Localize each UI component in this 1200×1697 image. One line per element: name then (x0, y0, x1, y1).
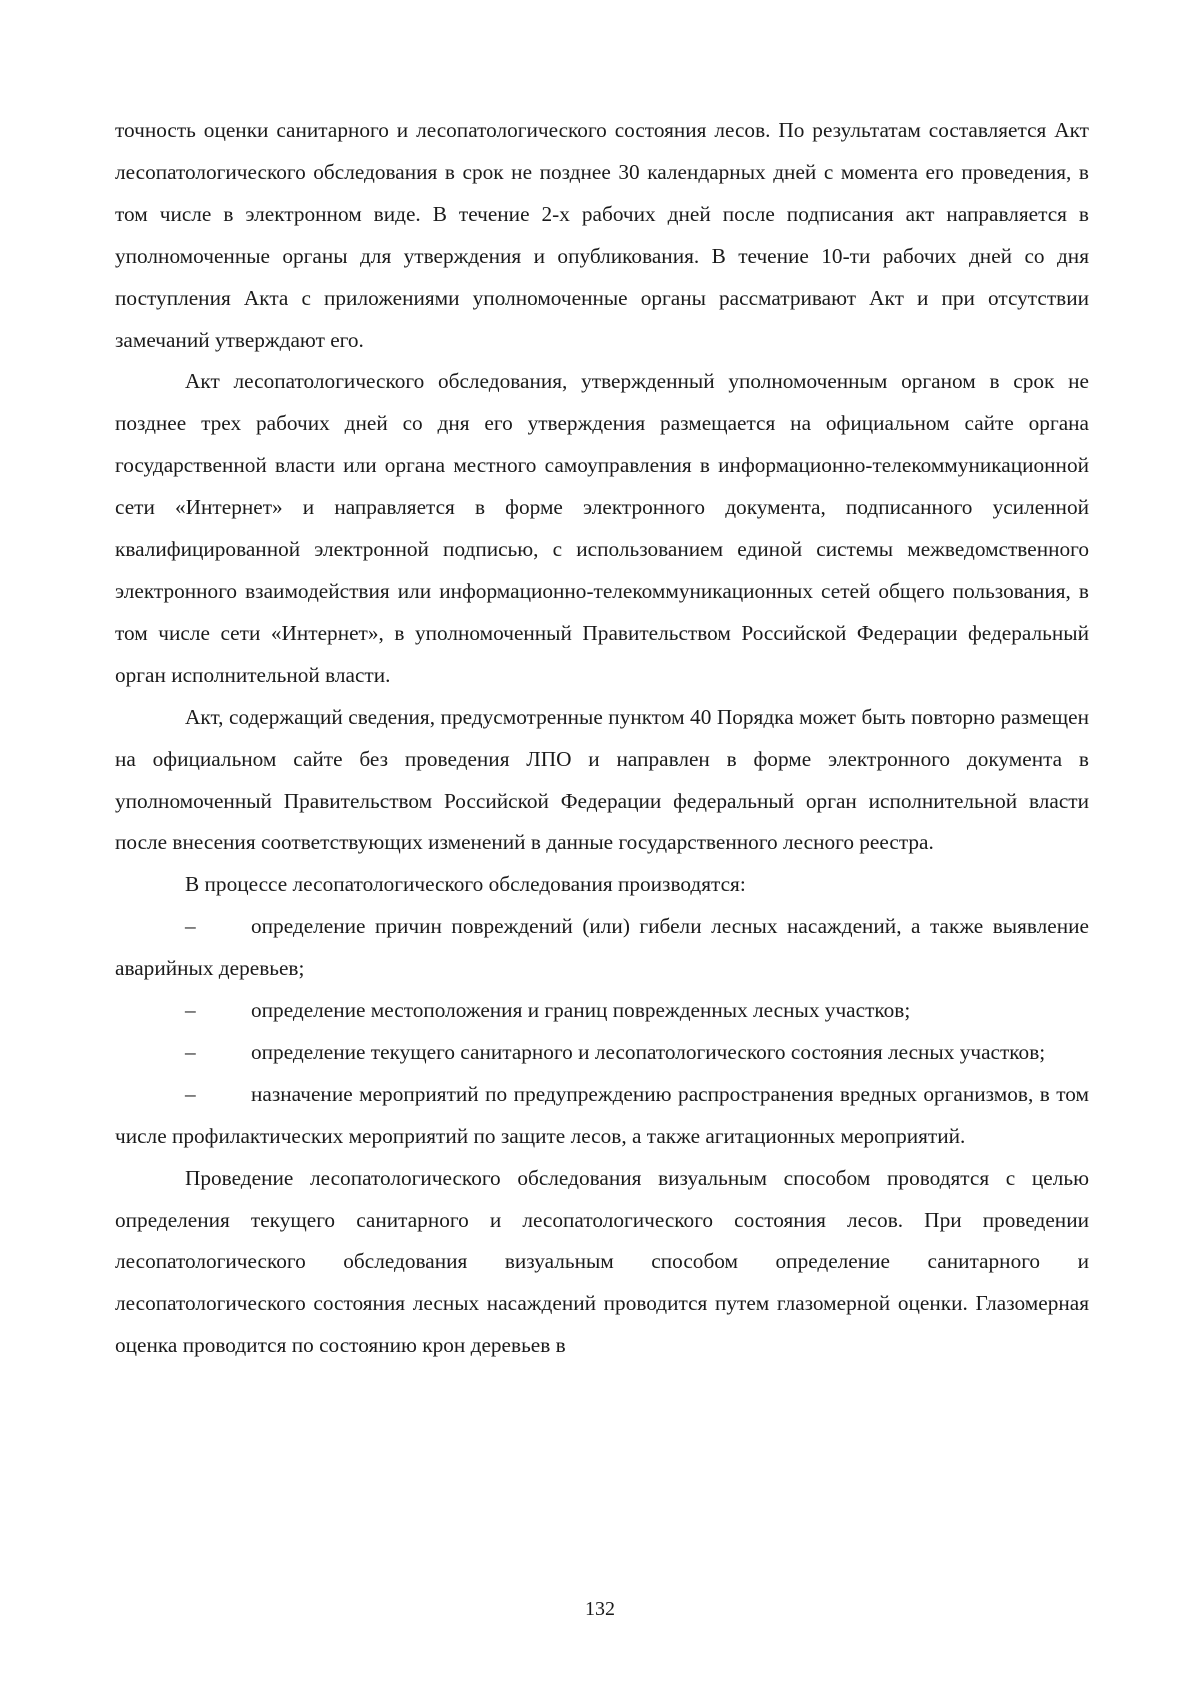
list-item-text: определение причин повреждений (или) гибели лесных насаждений, а также выявление аварийных деревьев; (115, 914, 1089, 981)
dash-bullet: – (185, 1039, 196, 1064)
dash-bullet: – (185, 914, 196, 939)
list-item-text: определение местоположения и границ поврежденных лесных участков; (251, 998, 911, 1023)
list-item (115, 1032, 1089, 1074)
paragraph-list-intro: В процессе лесопатологического обследования производятся: (185, 872, 746, 897)
list-item (115, 990, 1089, 1032)
paragraph-act-repost: Акт, содержащий сведения, предусмотренные пунктом 40 Порядка может быть повторно размещен на официальном сайте без проведения ЛПО и направлен в форме электронного документа в уполномоченный Правительством Российской Федерации федеральный орган исполнительной власти после внесения соответствующих изменений в данные государственного лесного реестра. (115, 704, 1089, 855)
paragraph-continuation: точность оценки санитарного и лесопатологического состояния лесов. По результатам составляется Акт лесопатологического обследования в срок не позднее 30 календарных дней с момента его проведения, в том числе в электронном виде. В течение 2-х рабочих дней после подписания акт направляется в уполномоченные органы для утверждения и опубликования. В течение 10-ти рабочих дней со дня поступления Акта с приложениями уполномоченные органы рассматривают Акт и при отсутствии замечаний утверждают его. (115, 118, 1089, 352)
dash-bullet: – (185, 1081, 196, 1106)
body-text (115, 110, 1089, 1367)
list-item (115, 906, 1089, 990)
list-item-text: определение текущего санитарного и лесопатологического состояния лесных участков; (251, 1039, 1046, 1064)
page-number: 132 (585, 1598, 615, 1620)
paragraph-visual-inspection: Проведение лесопатологического обследования визуальным способом проводятся с целью определения текущего санитарного и лесопатологического состояния лесов. При проведении лесопатологического обследования визуальным способом определение санитарного и лесопатологического состояния лесных насаждений проводится путем глазомерной оценки. Глазомерная оценка проводится по состоянию крон деревьев в (115, 1165, 1089, 1358)
list-item-text: назначение мероприятий по предупреждению распространения вредных организмов, в том числе профилактических мероприятий по защите лесов, а также агитационных мероприятий. (115, 1081, 1089, 1148)
list-item (115, 1074, 1089, 1158)
dash-bullet: – (185, 998, 196, 1023)
paragraph-act-publication: Акт лесопатологического обследования, утвержденный уполномоченным органом в срок не позднее трех рабочих дней со дня его утверждения размещается на официальном сайте органа государственной власти или органа местного самоуправления в информационно-телекоммуникационной сети «Интернет» и направляется в форме электронного документа, подписанного усиленной квалифицированной электронной подписью, с использованием единой системы межведомственного электронного взаимодействия или информационно-телекоммуникационных сетей общего пользования, в том числе сети «Интернет», в уполномоченный Правительством Российской Федерации федеральный орган исполнительной власти. (115, 369, 1089, 687)
